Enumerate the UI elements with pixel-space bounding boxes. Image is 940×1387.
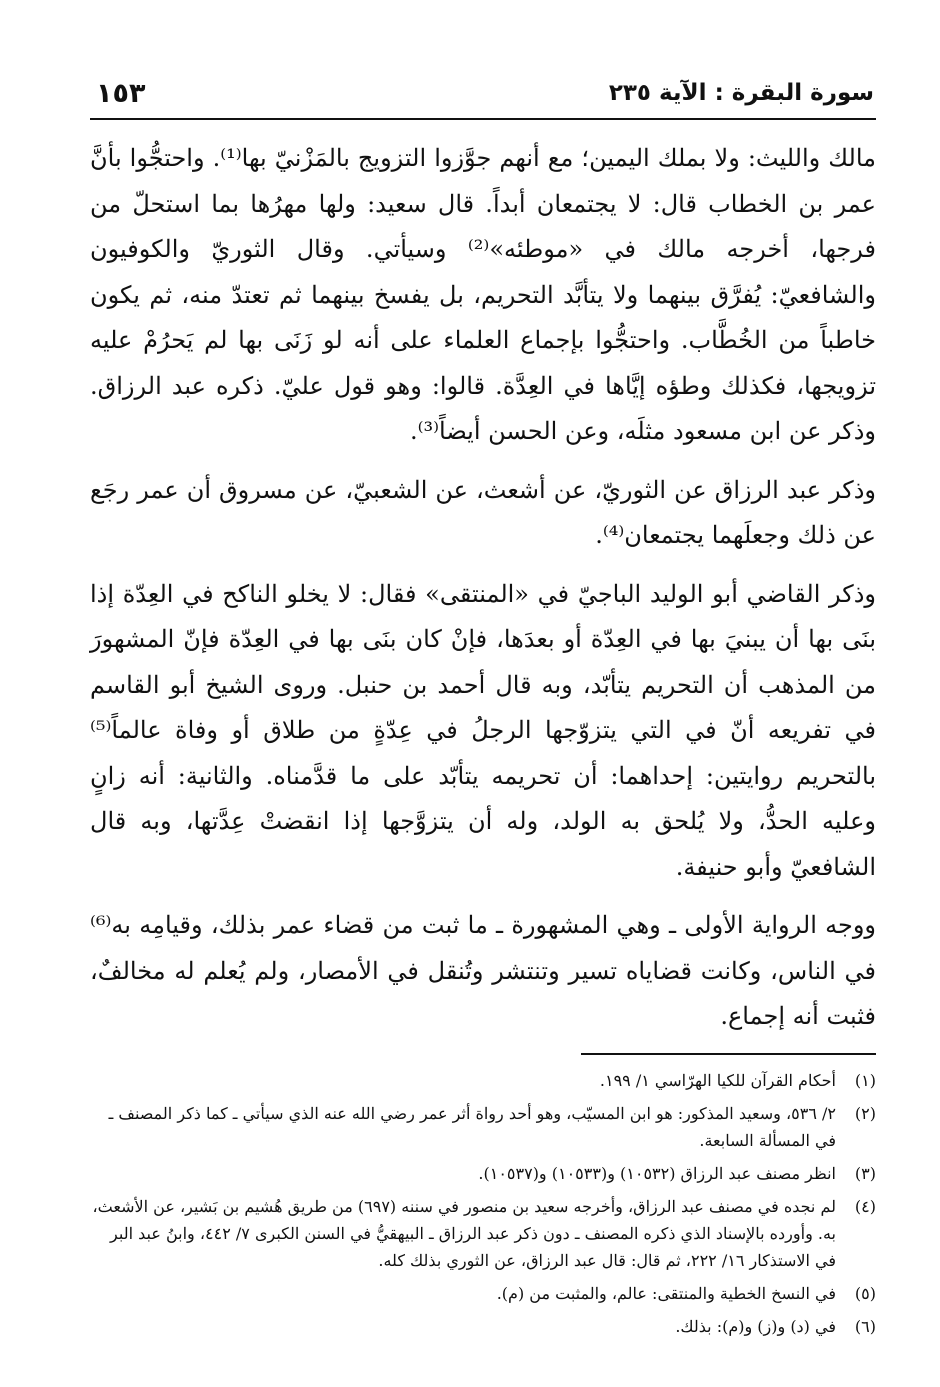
paragraph: وذكر عبد الرزاق عن الثوريّ، عن أشعث، عن الشعبيّ، عن مسروق أن عمر رجَع عن ذلك وجعلَهما يجتمعان⁽⁴⁾. bbox=[90, 475, 876, 549]
footnote-number: (٢) bbox=[854, 1103, 876, 1123]
footnote-text: في النسخ الخطية والمنتقى: عالم، والمثبت من (م). bbox=[496, 1283, 836, 1303]
surah-verse-title: سورة البقرة : الآية ٢٣٥ bbox=[608, 80, 874, 106]
footnote-number: (٦) bbox=[854, 1316, 876, 1336]
footnote-separator bbox=[581, 1053, 876, 1055]
footnote bbox=[90, 1313, 876, 1340]
footnote-text: أحكام القرآن للكيا الهرّاسي ١/ ١٩٩. bbox=[599, 1070, 836, 1090]
paragraph: ووجه الرواية الأولى ـ وهي المشهورة ـ ما ثبت من قضاء عمر بذلك، وقيامِه به⁽⁶⁾ في الناس، وكانت قضاياه تسير وتنتشر وتُنقل في الأمصار، ولم يُعلم له مخالفٌ، فثبت أنه إجماع. bbox=[90, 911, 876, 1030]
footnote-text: انظر مصنف عبد الرزاق (١٠٥٣٢) و(١٠٥٣٣) و(١٠٥٣٧). bbox=[478, 1163, 836, 1183]
main-text bbox=[90, 136, 876, 1040]
footnote bbox=[90, 1160, 876, 1187]
page-number: ١٥٣ bbox=[96, 78, 146, 109]
footnotes bbox=[90, 1067, 876, 1340]
page bbox=[90, 70, 876, 1346]
footnote-text: لم نجده في مصنف عبد الرزاق، وأخرجه سعيد بن منصور في سننه (٦٩٧) من طريق هُشيم بن بَشير، عن الأشعث، به. وأورده بالإسناد الذي ذكره المصنف ـ دون ذكر عبد الرزاق ـ البيهقيُّ في السنن الكبرى ٧/ ٤٤٢، وابنُ عبد البر في الاستذكار ١٦/ ٢٢٢، ثم قال: قال عبد الرزاق، عن الثوري بذلك كله. bbox=[92, 1196, 836, 1270]
paragraph: مالك والليث: ولا بملك اليمين؛ مع أنهم جوَّزوا التزويج بالمَزْنيّ بها⁽¹⁾. واحتجُّوا بأنَّ عمر بن الخطاب قال: لا يجتمعان أبداً. قال سعيد: ولها مهرُها بما استحلّ من فرجها، أخرجه مالك في «موطئه»⁽²⁾ وسيأتي. وقال الثوريّ والكوفيون والشافعيّ: يُفرَّق بينهما ولا يتأبَّد التحريم، بل يفسخ بينهما ثم تعتدّ منه، ثم يكون خاطباً من الخُطَّاب. واحتجُّوا بإجماع العلماء على أنه لو زَنَى بها لم يَحرُمْ عليه تزويجها، فكذلك وطؤه إيَّاها في العِدَّة. قالوا: وهو قول عليّ. ذكره عبد الرزاق. وذكر عن ابن مسعود مثلَه، وعن الحسن أيضاً⁽³⁾. bbox=[90, 144, 877, 445]
footnote-number: (٥) bbox=[854, 1283, 876, 1303]
running-header bbox=[90, 70, 876, 118]
footnote-text: ٢/ ٥٣٦، وسعيد المذكور: هو ابن المسيّب، وهو أحد رواة أثر عمر رضي الله عنه الذي سيأتي ـ كما ذكر المصنف ـ في المسألة السابعة. bbox=[108, 1103, 836, 1150]
footnote bbox=[90, 1280, 876, 1307]
footnote-number: (٣) bbox=[854, 1163, 876, 1183]
footnote bbox=[90, 1100, 876, 1154]
footnote-number: (٤) bbox=[854, 1196, 876, 1216]
header-rule bbox=[90, 118, 876, 120]
footnote-text: في (د) و(ز) و(م): بذلك. bbox=[675, 1316, 836, 1336]
footnote bbox=[90, 1067, 876, 1094]
footnote bbox=[90, 1193, 876, 1274]
paragraph: وذكر القاضي أبو الوليد الباجيّ في «المنتقى» فقال: لا يخلو الناكح في العِدّة إذا بنَى بها أن يبنيَ بها في العِدّة أو بعدَها، فإنْ كان بنَى بها في العِدّة فإنّ المشهورَ من المذهب أن التحريم يتأبّد، وبه قال أحمد بن حنبل. وروى الشيخ أبو القاسم في تفريعه أنّ في التي يتزوّجها الرجلُ في عِدّةٍ من طلاق أو وفاة عالماً⁽⁵⁾ بالتحريم روايتين: إحداهما: أن تحريمه يتأبّد على ما قدَّمناه. والثانية: أنه زانٍ وعليه الحدُّ، ولا يُلحق به الولد، وله أن يتزوَّجها إذا انقضتْ عِدَّتها، وبه قال الشافعيّ وأبو حنيفة. bbox=[90, 579, 876, 881]
footnote-number: (١) bbox=[854, 1070, 876, 1090]
